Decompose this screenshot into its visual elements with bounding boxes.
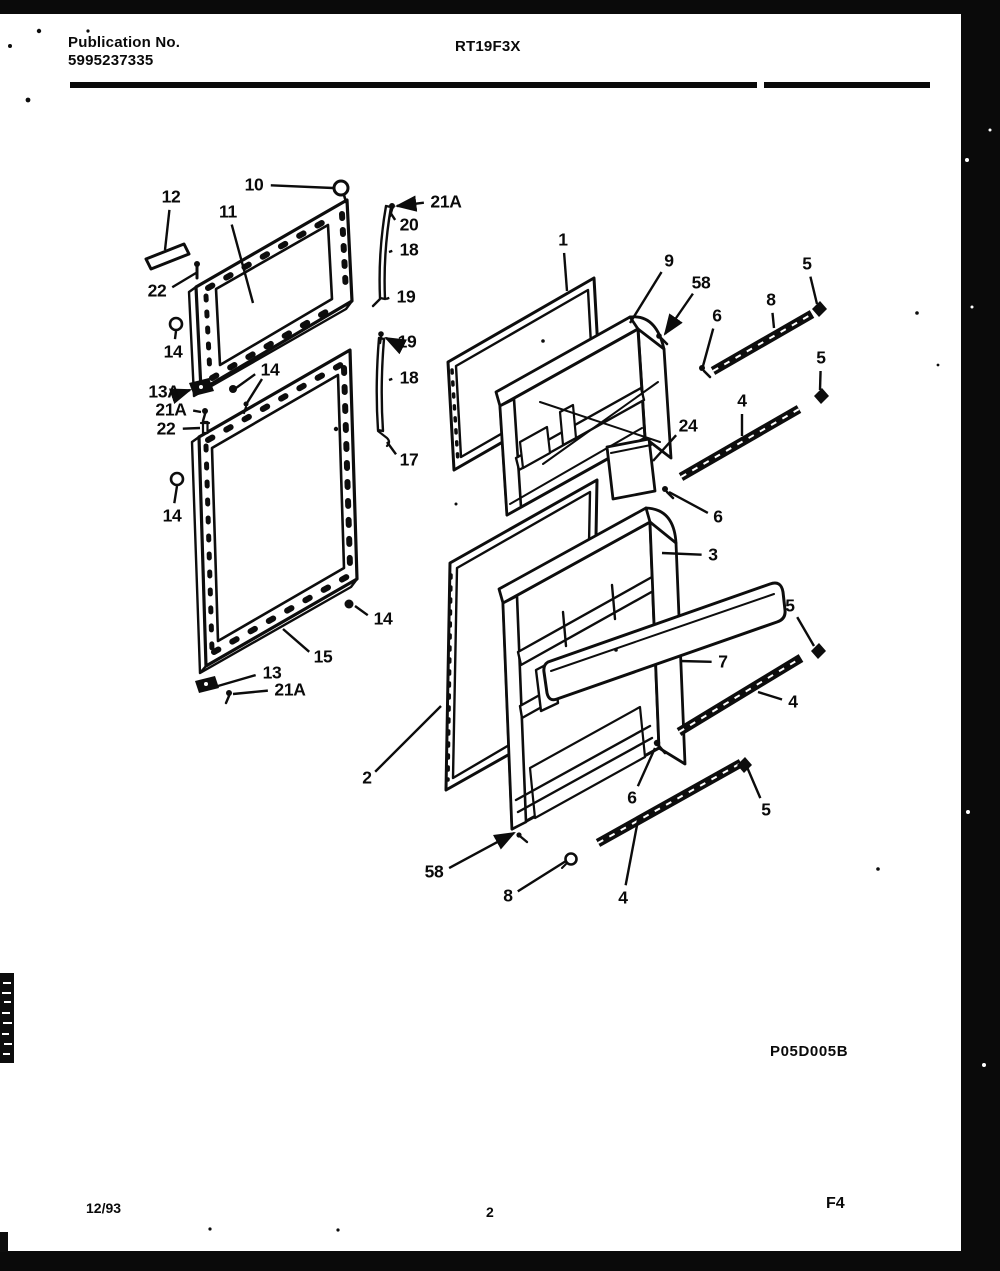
leader-line-6 — [703, 329, 713, 366]
leader-line-5 — [797, 617, 814, 646]
leader-line-58 — [449, 833, 514, 868]
callout-3: 3 — [708, 544, 718, 565]
callout-19: 19 — [397, 331, 417, 352]
callout-58: 58 — [691, 272, 711, 293]
footer-date: 12/93 — [86, 1200, 122, 1216]
callout-20: 20 — [399, 214, 419, 235]
leader-line-19 — [386, 338, 390, 340]
leader-line-5 — [820, 371, 821, 390]
callout-1: 1 — [558, 229, 568, 250]
leader-line-7 — [680, 661, 712, 662]
leader-line-14 — [236, 374, 255, 388]
publication-number: 5995237335 — [68, 52, 154, 69]
callout-9: 9 — [664, 250, 674, 271]
leader-line-13 — [218, 675, 256, 686]
callout-58: 58 — [424, 861, 444, 882]
callout-5: 5 — [816, 347, 826, 368]
callout-21A: 21A — [155, 399, 187, 420]
callout-10: 10 — [244, 174, 264, 195]
leader-line-18 — [389, 251, 392, 252]
leader-line-6 — [638, 748, 655, 786]
callout-21A: 21A — [274, 679, 306, 700]
callout-2: 2 — [362, 767, 372, 788]
callout-13A: 13A — [148, 381, 180, 402]
callout-12: 12 — [161, 186, 181, 207]
callout-6: 6 — [713, 506, 723, 527]
leader-line-14 — [355, 606, 368, 615]
leader-line-11 — [232, 225, 253, 303]
callout-21A: 21A — [430, 191, 462, 212]
callout-5: 5 — [761, 799, 771, 820]
leader-line-14 — [175, 331, 176, 339]
leader-line-21A — [193, 411, 201, 412]
leader-line-18 — [389, 379, 392, 380]
callout-5: 5 — [802, 253, 812, 274]
callout-6: 6 — [627, 787, 637, 808]
callout-19: 19 — [396, 286, 416, 307]
callout-14: 14 — [373, 608, 393, 629]
leader-line-58 — [665, 294, 693, 334]
callout-22: 22 — [156, 418, 176, 439]
callout-15: 15 — [313, 646, 333, 667]
leader-line-13A — [186, 390, 190, 391]
leader-line-21A — [397, 203, 424, 206]
leader-line-4 — [626, 820, 638, 885]
callout-7: 7 — [718, 651, 728, 672]
callout-14: 14 — [162, 505, 182, 526]
leader-line-12 — [165, 210, 169, 250]
leader-line-19 — [386, 298, 389, 299]
leader-line-3 — [662, 553, 702, 555]
leader-line-17 — [387, 442, 396, 454]
callout-8: 8 — [766, 289, 776, 310]
callout-5: 5 — [785, 595, 795, 616]
leader-line-8 — [518, 861, 566, 891]
leader-line-4 — [758, 692, 782, 700]
leader-line-5 — [747, 767, 760, 798]
leader-line-8 — [772, 313, 774, 328]
leader-line-10 — [271, 185, 333, 188]
leader-line-24 — [653, 435, 676, 461]
leader-line-1 — [564, 253, 567, 291]
leader-line — [247, 379, 262, 403]
leader-line-22 — [183, 428, 200, 429]
callout-14: 14 — [260, 359, 280, 380]
callout-18: 18 — [399, 239, 419, 260]
model-number: RT19F3X — [455, 38, 521, 55]
callout-13: 13 — [262, 662, 282, 683]
callout-6: 6 — [712, 305, 722, 326]
callout-4: 4 — [618, 887, 628, 908]
callout-14: 14 — [163, 341, 183, 362]
callout-17: 17 — [399, 449, 419, 470]
publication-label: Publication No. — [68, 34, 181, 51]
leader-line-21A — [233, 691, 268, 694]
footer-page-number: 2 — [486, 1204, 494, 1220]
leader-line-22 — [172, 273, 196, 287]
callout-11: 11 — [219, 201, 237, 222]
leader-line-6 — [669, 492, 708, 513]
callout-24: 24 — [678, 415, 698, 436]
leader-line-5 — [810, 277, 817, 304]
leader-line-14 — [174, 486, 177, 503]
leader-line-15 — [283, 629, 309, 652]
leader-line-2 — [375, 706, 441, 772]
leader-line-9 — [630, 272, 662, 323]
callout-22: 22 — [147, 280, 167, 301]
footer-grid-ref: F4 — [826, 1195, 845, 1212]
callout-4: 4 — [788, 691, 798, 712]
diagram-code: P05D005B — [770, 1043, 849, 1060]
callout-18: 18 — [399, 367, 419, 388]
callout-8: 8 — [503, 885, 513, 906]
callout-4: 4 — [737, 390, 747, 411]
leader-line-20 — [390, 212, 395, 220]
